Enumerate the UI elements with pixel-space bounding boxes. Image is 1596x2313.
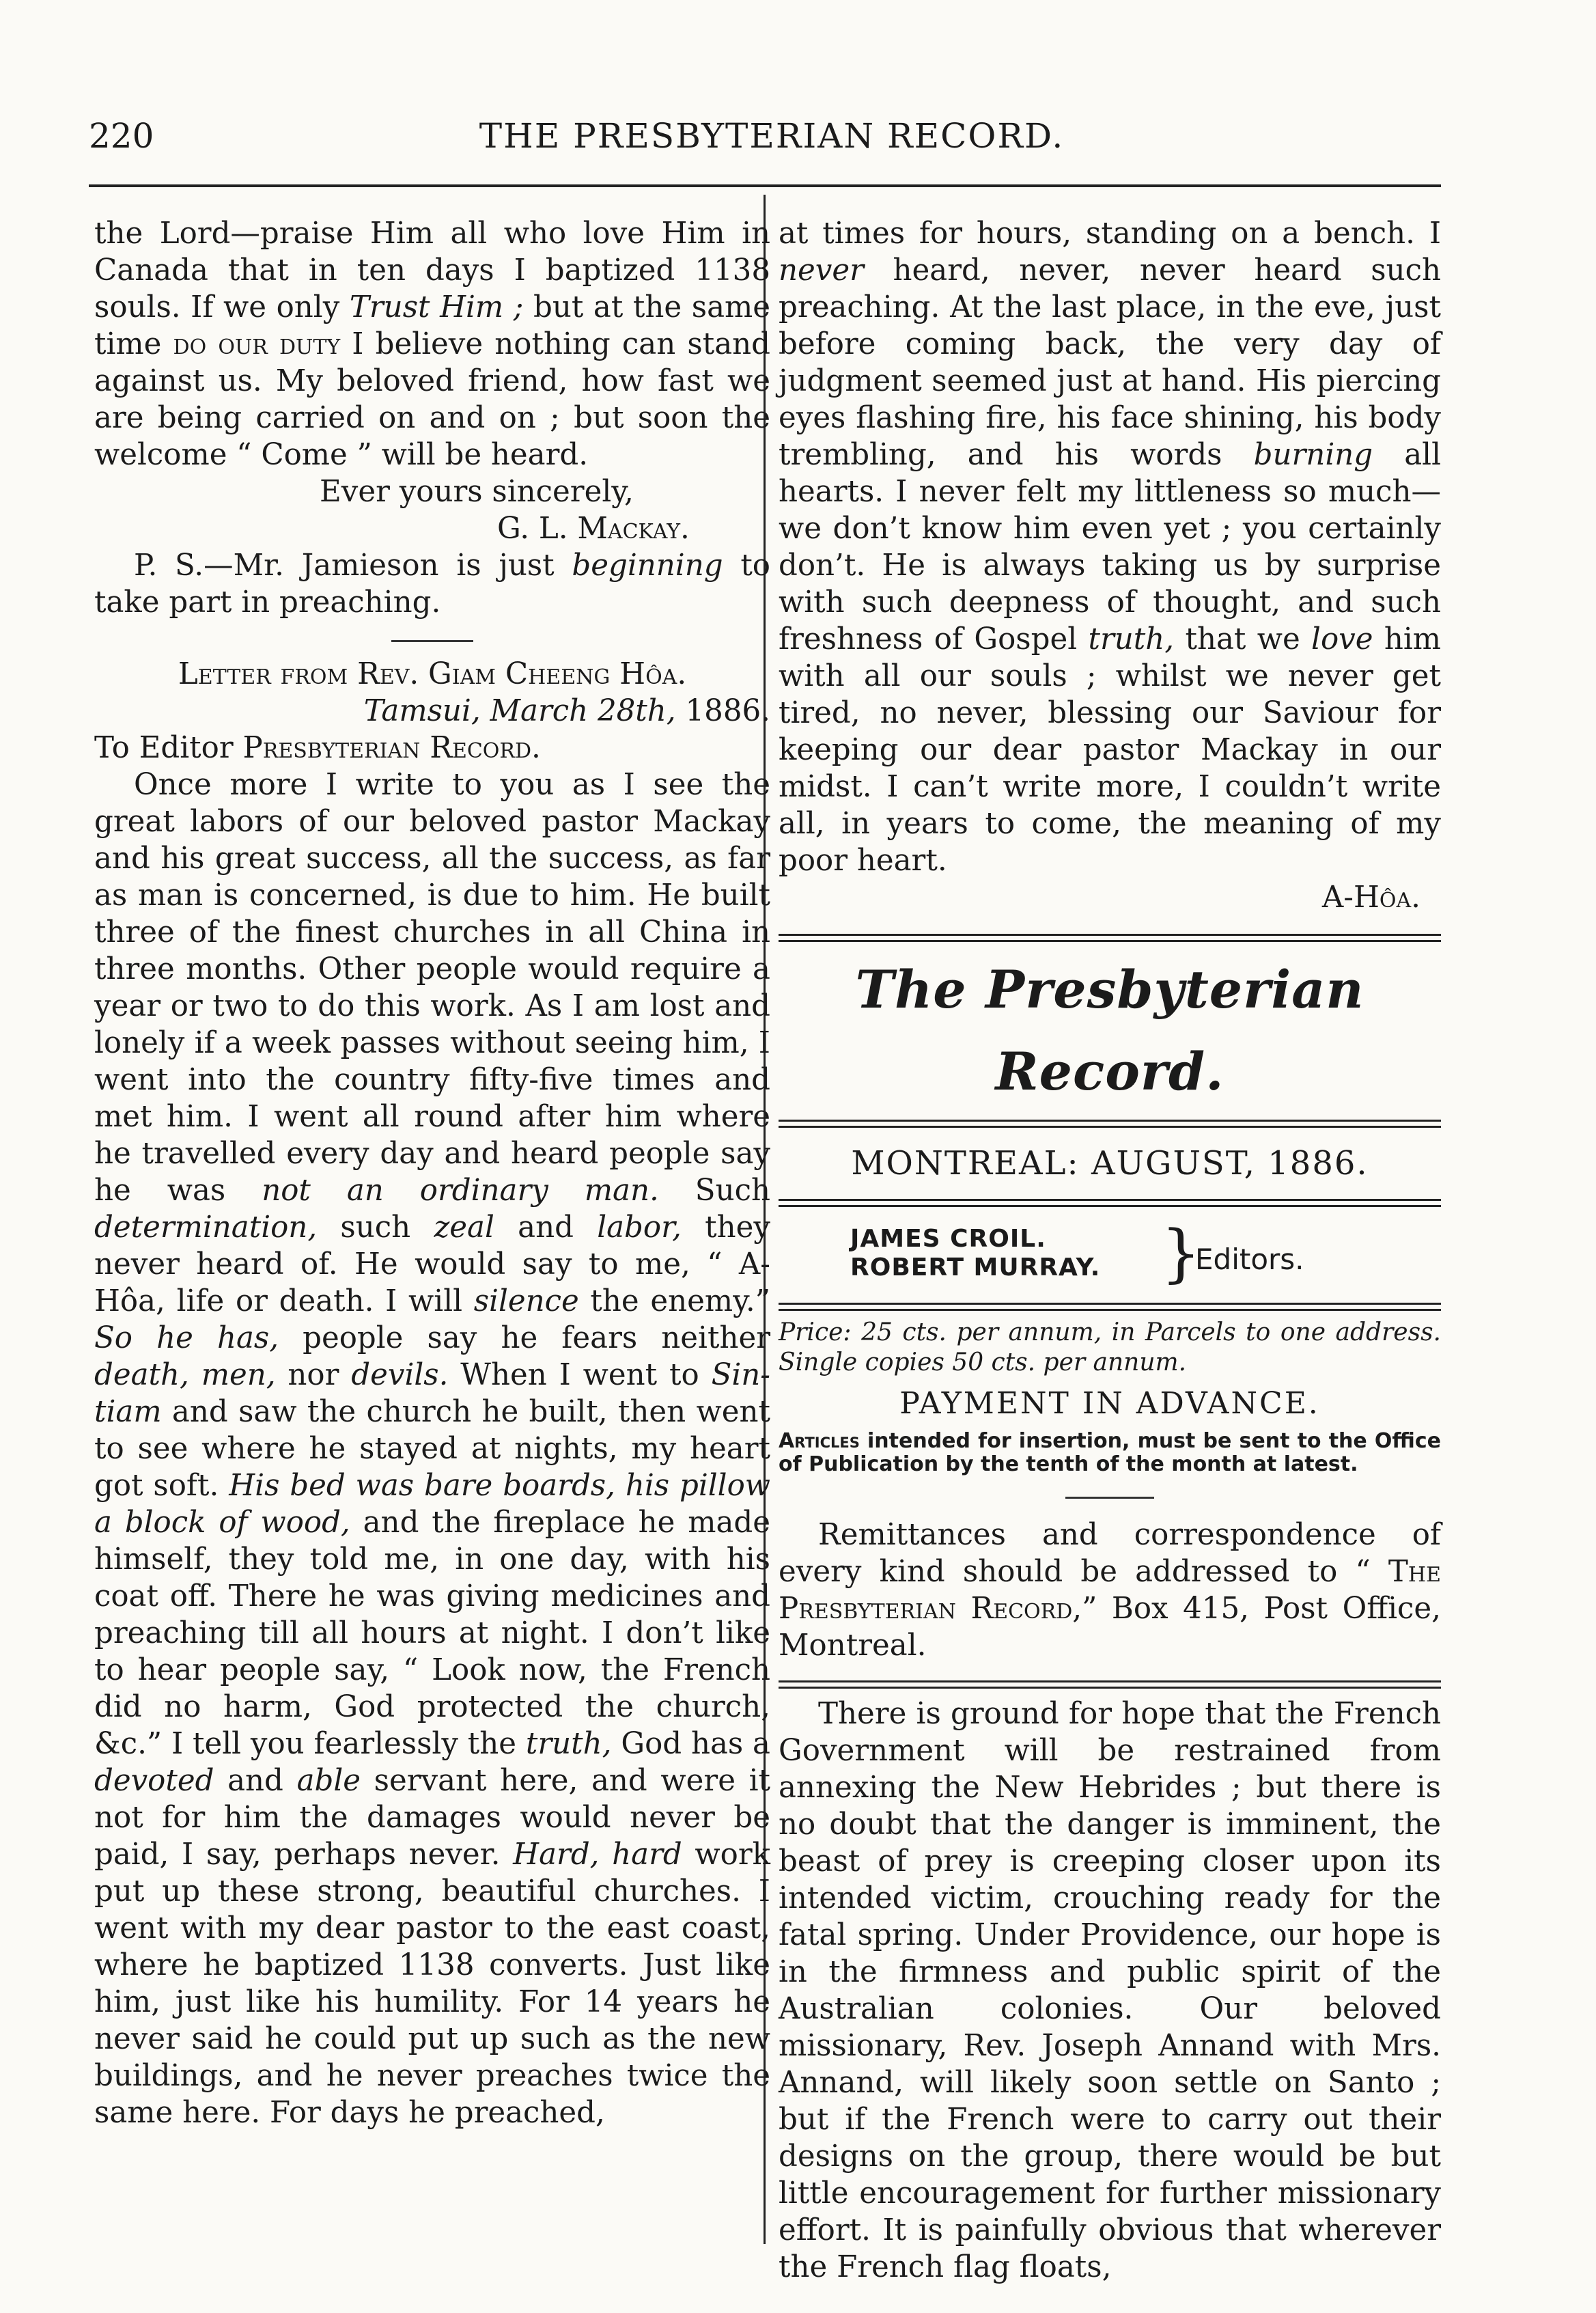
brace-glyph: } — [1161, 1217, 1201, 1290]
letter-body-paragraph: Once more I write to you as I see the great labors of our beloved pastor Mackay and his great success, all the success, as far as man is concerned, is due to him. He built three of the finest churches in all China in three months. Other people would require a year or two to do this work. As I am lost and lonely if a week passes without seeing him, I went into the country fifty-five times and met him. I went all round after him where he travelled every day and heard people say he was not an ordinary man. Such determination, such zeal and labor, they never heard of. He would say to me, “ A-Hôa, life or death. I will silence the enemy.” So he has, people say he fears neither death, men, nor devils. When I went to Sin-tiam and saw the church he built, then went to see where he stayed at nights, my heart got soft. His bed was bare boards, his pillow a block of wood, and the fireplace he made himself, they told me, in one day, with his coat off. There he was giving medicines and preaching till all hours at night. I don’t like to hear people say, “ Look now, the French did no harm, God protected the church, &c.” I tell you fearlessly the truth, God has a devoted and able servant here, and were it not for him the damages would never be paid, I say, perhaps never. Hard, hard work put up these strong, beautiful churches. I went with my dear pastor to the east coast, where he baptized 1138 converts. Just like him, just like his humility. For 14 years he never said he could put up such as the new buildings, and he never preaches twice the same here. For days he preached, — [94, 768, 770, 2130]
letter-signature: A-Hôa. — [1321, 881, 1420, 915]
remittance-notice: Remittances and correspondence of every kind should be addressed to “ The Presbyterian Record,” Box 415, Post Office, Montreal. — [779, 1518, 1441, 1663]
page-number: 220 — [89, 116, 154, 156]
header-rule — [89, 184, 1441, 187]
right-column — [779, 215, 1441, 2286]
left-column — [94, 215, 770, 2131]
submission-notice: Articles intended for insertion, must be sent to the Office of Publication by the tenth of the month at latest. — [779, 1429, 1441, 1476]
letter-dateline: Tamsui, March 28th, 1886. — [363, 694, 770, 728]
masthead — [779, 934, 1441, 1311]
masthead-rule-bottom — [779, 1120, 1441, 1128]
editors-box — [779, 1214, 1441, 1296]
masthead-rule-top — [779, 934, 1441, 942]
letter-ending-paragraph: at times for hours, standing on a bench. I never heard, never, never heard such preaching. At the last place, in the eve, just before coming back, the very day of judgment seemed just at hand. His piercing eyes flashing fire, his face shining, his body trembling, and his words burning all hearts. I never felt my littleness so much—we don’t know him even yet ; you certainly don’t. He is always taking us by surprise with such deepness of thought, and such freshness of Gospel truth, that we love him with all our souls ; whilst we never get tired, no never, blessing our Saviour for keeping our dear pastor Mackay in our midst. I can’t write more, I couldn’t write all, in years to come, the meaning of my poor heart. — [779, 217, 1441, 878]
signature: G. L. Mackay. — [497, 512, 690, 546]
issue-dateline: MONTREAL: AUGUST, 1886. — [851, 1144, 1369, 1182]
postscript: P. S.—Mr. Jamieson is just beginning to take part in preaching. — [94, 549, 770, 620]
letter-continuation-paragraph: the Lord—praise Him all who love Him in Canada that in ten days I baptized 1138 souls. If we only Trust Him ; but at the same time do our duty I believe nothing can stand against us. My beloved friend, how fast we are being carried on and on ; but soon the welcome “ Come ” will be heard. — [94, 217, 770, 472]
editors-label: Editors. — [1195, 1243, 1304, 1276]
editor-name: JAMES CROIL. — [850, 1225, 1046, 1253]
page-header — [89, 116, 1455, 178]
running-title: THE PRESBYTERIAN RECORD. — [479, 116, 1065, 156]
letter-heading: Letter from Rev. Giam Cheeng Hôa. — [178, 657, 687, 691]
price-notice: Price: 25 cts. per annum, in Parcels to one address. Single copies 50 cts. per annum. — [779, 1318, 1441, 1376]
closing-line: Ever yours sincerely, — [320, 475, 634, 509]
dateline-rule — [779, 1199, 1441, 1207]
editorial-paragraph: There is ground for hope that the French Government will be restrained from annexing the New Hebrides ; but there is no doubt that the danger is imminent, the beast of prey is creeping closer upon its intended victim, crouching ready for the fatal spring. Under Providence, our hope is in the firmness and public spirit of the Australian colonies. Our beloved missionary, Rev. Joseph Annand with Mrs. Annand, will likely soon settle on Santo ; but if the French were to carry out their designs on the group, there would be but little encouragement for further missionary effort. It is painfully obvious that wherever the French flag floats, — [779, 1697, 1441, 2284]
section-divider — [391, 640, 473, 642]
payment-notice: PAYMENT IN ADVANCE. — [899, 1386, 1320, 1421]
masthead-title: The Presbyterian Record. — [855, 959, 1364, 1102]
salutation: To Editor Presbyterian Record. — [94, 731, 541, 765]
editors-rule — [779, 1303, 1441, 1311]
notice-divider — [1065, 1497, 1154, 1499]
editor-names — [850, 1225, 1100, 1282]
editor-name: ROBERT MURRAY. — [850, 1254, 1101, 1282]
editorial-rule — [779, 1680, 1441, 1689]
